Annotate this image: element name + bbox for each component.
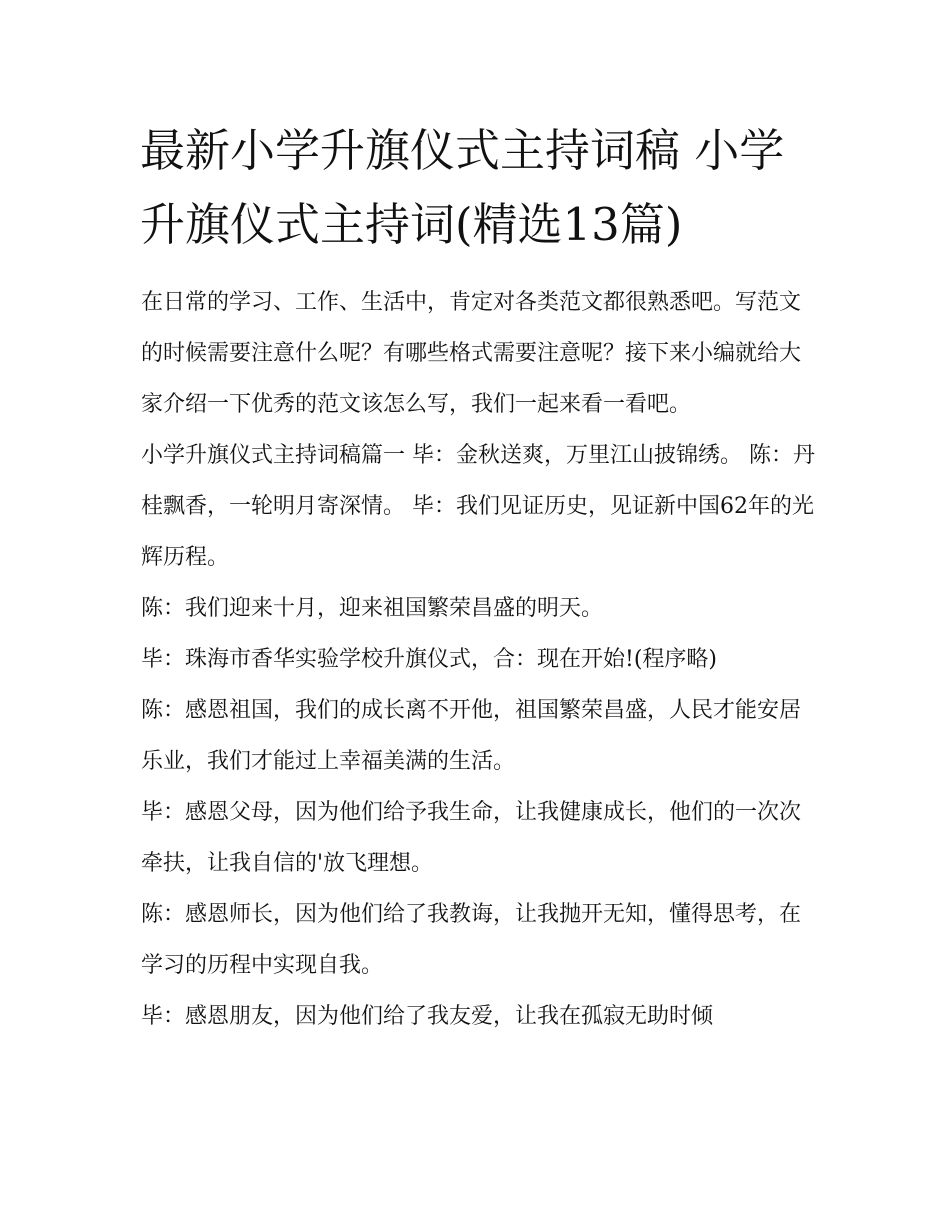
paragraph-bi-ceremony-start: 毕：珠海市香华实验学校升旗仪式，合：现在开始!(程序略) — [141, 647, 718, 672]
paragraph-chen-teachers: 陈：感恩师长，因为他们给了我教诲，让我抛开无知，懂得思考，在学习的历程中实现自我。 — [141, 902, 802, 978]
paragraph-chen-october: 陈：我们迎来十月，迎来祖国繁荣昌盛的明天。 — [141, 596, 604, 621]
paragraph-chen-motherland: 陈：感恩祖国，我们的成长离不开他，祖国繁荣昌盛，人民才能安居乐业，我们才能过上幸福美满的生活。 — [141, 698, 802, 774]
document-title: 最新小学升旗仪式主持词稿 小学升旗仪式主持词(精选13篇) — [140, 124, 785, 251]
paragraph-bi-parents: 毕：感恩父母，因为他们给予我生命，让我健康成长，他们的一次次牵扶，让我自信的'放飞理想。 — [141, 800, 802, 876]
paragraph-intro: 在日常的学习、工作、生活中，肯定对各类范文都很熟悉吧。写范文的时候需要注意什么呢？有哪些格式需要注意呢？接下来小编就给大家介绍一下优秀的范文该怎么写，我们一起来看一看吧。 — [141, 290, 802, 417]
paragraph-opening: 小学升旗仪式主持词稿篇一 毕：金秋送爽，万里江山披锦绣。 陈：丹桂飘香，一轮明月寄深情。 毕：我们见证历史，见证新中国62年的光辉历程。 — [141, 443, 815, 570]
document-body — [141, 277, 821, 1042]
paragraph-bi-friends: 毕：感恩朋友，因为他们给了我友爱，让我在孤寂无助时倾 — [141, 1004, 714, 1029]
